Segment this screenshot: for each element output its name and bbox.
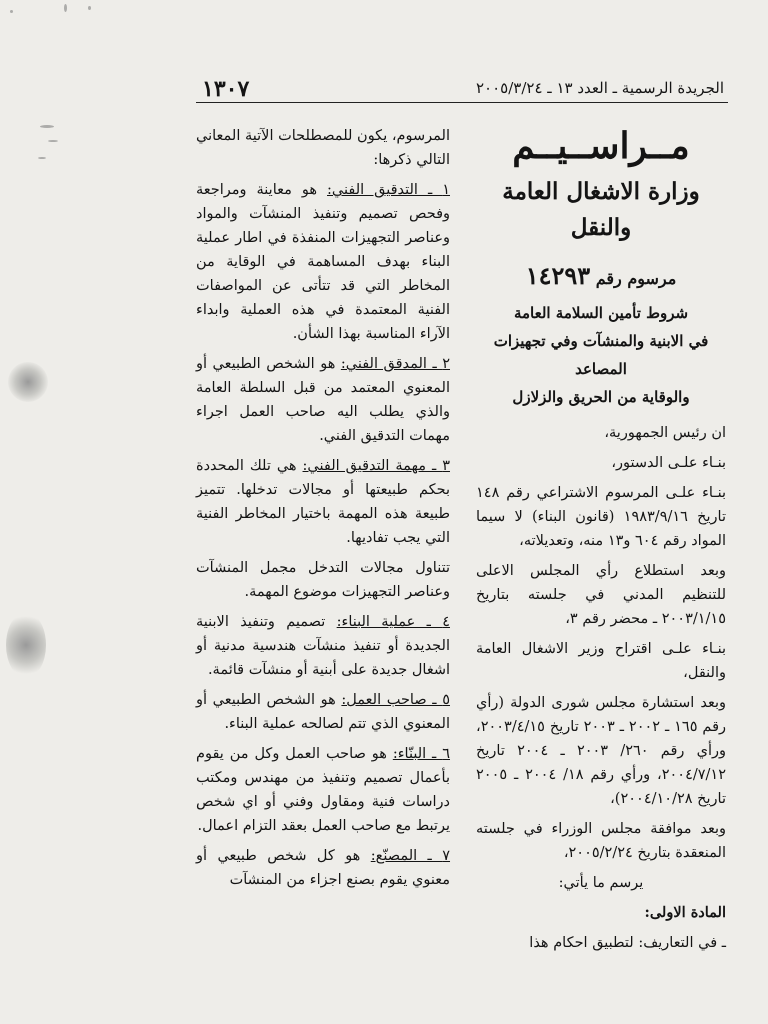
definition-text: هي تلك المحددة بحكم طبيعتها أو مجالات تدخلها. تتميز طبيعة هذه المهمة باختيار المخاطر الفنية التي يجب تفاديها. bbox=[196, 458, 450, 546]
definition-text: هو الشخص الطبيعي أو المعنوي الذي تتم لصالحه عملية البناء. bbox=[196, 692, 450, 732]
section-title: مــراســيــم bbox=[512, 125, 690, 167]
definition-text: تتناول مجالات التدخل مجمل المنشآت وعناصر التجهيزات موضوع المهمة. bbox=[196, 560, 450, 600]
definition-item bbox=[196, 610, 450, 682]
punch-hole-shadow bbox=[8, 362, 48, 402]
scan-speck bbox=[88, 6, 91, 10]
preamble-paragraph: وبعد استطلاع رأي المجلس الاعلى للتنظيم المدني في جلسته بتاريخ ٢٠٠٣/١/١٥ ـ محضر رقم ٣، bbox=[476, 563, 726, 627]
definition-term: ٥ ـ صاحب العمل: bbox=[341, 692, 450, 708]
definition-term: ٧ ـ المصنّع: bbox=[370, 848, 451, 864]
subject-line: المصاعد bbox=[575, 360, 627, 378]
page-number: ١٣٠٧ bbox=[202, 76, 250, 102]
article-title: المادة الاولى: bbox=[644, 904, 726, 921]
preamble-paragraph: ان رئيس الجمهورية، bbox=[604, 425, 726, 441]
decree-label: مرسوم رقم bbox=[595, 269, 677, 288]
preamble-paragraph: بنـاء علـى اقتراح وزير الاشغال العامة والنقل، bbox=[476, 641, 726, 681]
definition-term: ٤ ـ عملية البناء: bbox=[336, 614, 450, 630]
definition-item bbox=[196, 454, 450, 550]
preamble-paragraph: وبعد موافقة مجلس الوزراء في جلسته المنعقدة بتاريخ ٢٠٠٥/٢/٢٤، bbox=[476, 821, 726, 861]
scan-speck bbox=[10, 10, 13, 13]
definition-item bbox=[196, 178, 450, 346]
decree-number: ١٤٢٩٣ bbox=[525, 261, 591, 290]
punch-hole-shadow bbox=[6, 612, 46, 678]
definition-text: هو صاحب العمل وكل من يقوم بأعمال تصميم وتنفيذ من مهندس ومكتب دراسات فنية ومقاول وفني أو اي شخص يرتبط مع صاحب العمل بعقد التزام اعمال. bbox=[196, 746, 450, 834]
scan-speck bbox=[40, 125, 54, 128]
definition-item bbox=[196, 742, 450, 838]
article-text: ـ في التعاريف: لتطبيق احكام هذا bbox=[529, 935, 726, 951]
scan-speck bbox=[38, 157, 46, 159]
decrees-line: يرسم ما يأتي: bbox=[558, 875, 644, 891]
definition-item bbox=[196, 352, 450, 448]
definitions-intro: المرسوم، يكون للمصطلحات الآتية المعاني التالي ذكرها: bbox=[196, 128, 450, 168]
definition-term: ٣ ـ مهمة التدقيق الفني: bbox=[302, 458, 450, 474]
preamble-paragraph: بنـاء علـى المرسوم الاشتراعي رقم ١٤٨ تاريخ ١٩٨٣/٩/١٦ (قانون البناء) لا سيما المواد رقم ٦٠٤ و١٣ منه، وتعديلاته، bbox=[476, 485, 726, 549]
definition-item bbox=[196, 688, 450, 736]
definition-term: ١ ـ التدقيق الفني: bbox=[327, 182, 450, 198]
subject-line: في الابنية والمنشآت وفي تجهيزات bbox=[493, 332, 709, 350]
definition-item bbox=[196, 844, 450, 892]
right-column bbox=[476, 124, 726, 961]
page-header bbox=[196, 76, 728, 103]
subject-line: والوقاية من الحريق والزلازل bbox=[512, 388, 690, 406]
definition-item bbox=[196, 556, 450, 604]
definition-text: هو الشخص الطبيعي أو المعنوي المعتمد من قبل السلطة العامة والذي يطلب اليه صاحب العمل اجراء مهمات التدقيق الفني. bbox=[196, 356, 450, 444]
definition-term: ٢ ـ المدقق الفني: bbox=[340, 356, 450, 372]
subject-line: شروط تأمين السلامة العامة bbox=[513, 304, 689, 322]
decree-number-line bbox=[476, 260, 726, 295]
definition-text: هو كل شخص طبيعي أو معنوي يقوم بصنع اجزاء من المنشآت bbox=[196, 848, 450, 888]
decree-subject bbox=[476, 299, 726, 411]
preamble-paragraph: وبعد استشارة مجلس شورى الدولة (رأي رقم ١٦٥ ـ ٢٠٠٢ ـ ٢٠٠٣ تاريخ ٢٠٠٣/٤/١٥، ورأي رقم ٢٦٠/ ٢٠٠٣ ـ ٢٠٠٤ تاريخ ٢٠٠٤/٧/١٢، ورأي رقم ١٨/ ٢٠٠٤ ـ ٢٠٠٥ تاريخ ٢٠٠٤/١٠/٢٨)، bbox=[476, 695, 727, 807]
definition-text: هو معاينة ومراجعة وفحص تصميم وتنفيذ المنشآت والمواد وعناصر التجهيزات المنفذة في اطار عملية البناء بهدف المساهمة في الوقاية من المخاطر التي قد تتأتى عن المواصفات الفنية المعتمدة في هذه العملية وابداء الآراء المناسبة بهذا الشأن. bbox=[196, 182, 450, 342]
scan-speck bbox=[48, 140, 58, 142]
preamble-paragraph: بنـاء علـى الدستور، bbox=[611, 455, 726, 471]
ministry-name: وزارة الاشغال العامة والنقل bbox=[502, 178, 700, 241]
left-column bbox=[196, 124, 450, 898]
scan-speck bbox=[64, 4, 67, 12]
publication-info: الجريدة الرسمية ـ العدد ١٣ ـ ٢٠٠٥/٣/٢٤ bbox=[476, 79, 724, 97]
definition-text: تصميم وتنفيذ الابنية الجديدة أو تنفيذ منشآت هندسية مدنية أو اشغال جديدة على أبنية أو منشآت قائمة. bbox=[196, 614, 450, 678]
definition-term: ٦ ـ البنّاء: bbox=[392, 746, 450, 762]
